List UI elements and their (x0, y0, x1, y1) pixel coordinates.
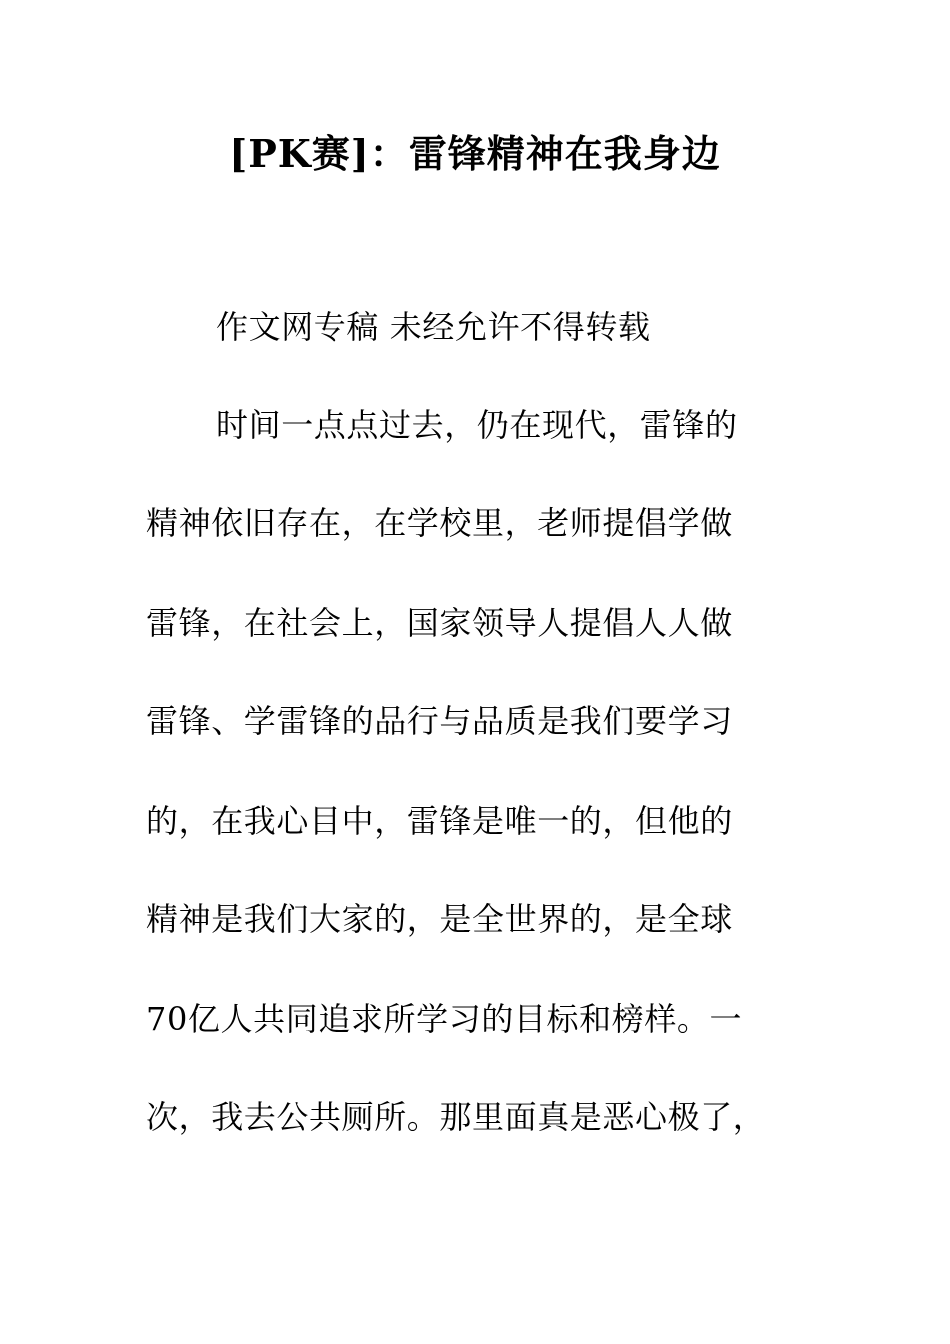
body-line-2: 精神依旧存在，在学校里，老师提倡学做 (146, 504, 733, 542)
body-line-4: 雷锋、学雷锋的品行与品质是我们要学习 (146, 702, 733, 740)
body-line-1: 时间一点点过去，仍在现代，雷锋的 (216, 406, 738, 444)
body-line-5: 的，在我心目中，雷锋是唯一的，但他的 (146, 802, 733, 840)
body-line-8: 次，我去公共厕所。那里面真是恶心极了， (146, 1098, 766, 1136)
body-line-3: 雷锋，在社会上，国家领导人提倡人人做 (146, 604, 733, 642)
document-title: [PK赛]：雷锋精神在我身边 (229, 131, 721, 176)
body-line-6: 精神是我们大家的，是全世界的，是全球 (146, 900, 733, 938)
body-line-7: 70亿人共同追求所学习的目标和榜样。一 (146, 1000, 743, 1038)
source-note: 作文网专稿 未经允许不得转载 (216, 308, 651, 346)
